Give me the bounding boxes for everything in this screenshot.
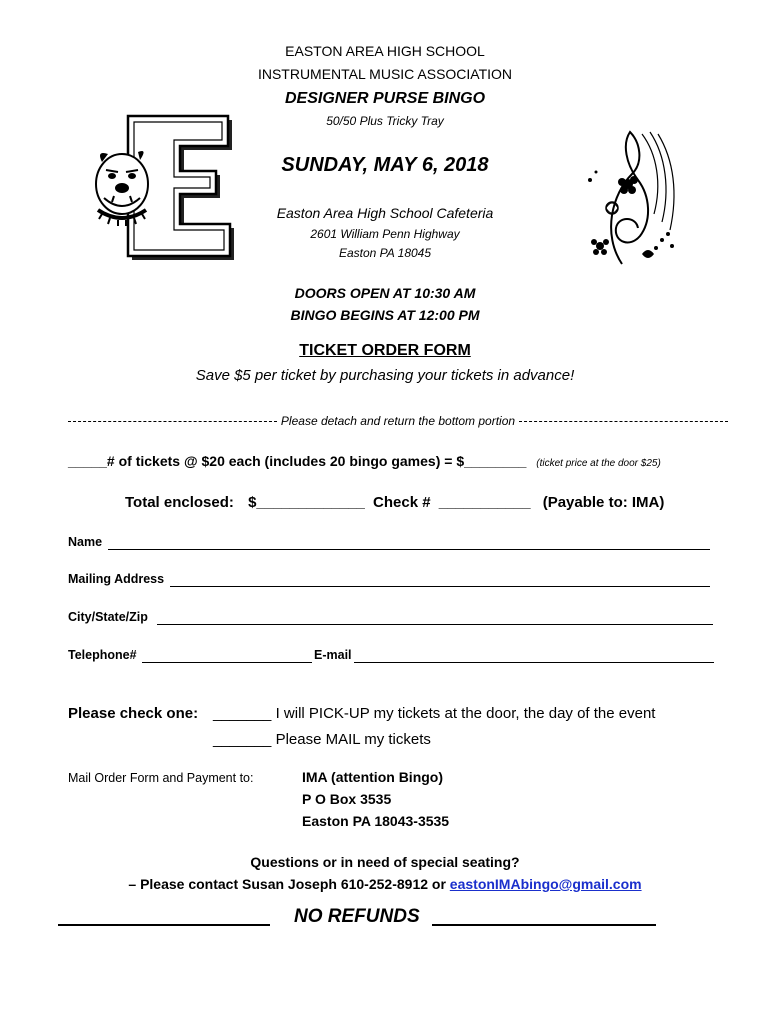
telephone-label: Telephone# [68, 648, 137, 662]
easton-bulldog-logo [88, 106, 238, 266]
event-title: DESIGNER PURSE BINGO [284, 90, 486, 107]
association-name: INSTRUMENTAL MUSIC ASSOCIATION [257, 66, 513, 82]
ticket-quantity-text[interactable]: _____# of tickets @ $20 each (includes 20 bingo games) = $________ [68, 453, 527, 469]
total-enclosed-blank[interactable]: $_____________ [248, 494, 365, 511]
bingo-begins: BINGO BEGINS AT 12:00 PM [290, 307, 480, 323]
music-note-flower-art [582, 124, 682, 269]
total-enclosed-label: Total enclosed: [125, 494, 234, 511]
total-enclosed-line [125, 494, 664, 511]
footer-rule-left [58, 924, 270, 926]
mail-to-line1: IMA (attention Bingo) [302, 769, 444, 785]
contact-question: Questions or in need of special seating? [250, 854, 520, 870]
event-subtitle: 50/50 Plus Tricky Tray [326, 114, 444, 128]
mail-option[interactable]: _______ Please MAIL my tickets [213, 731, 431, 748]
doors-open: DOORS OPEN AT 10:30 AM [294, 285, 476, 301]
mailing-address-field[interactable] [170, 586, 710, 587]
no-refunds-notice: NO REFUNDS [294, 906, 420, 927]
school-name: EASTON AREA HIGH SCHOOL [285, 43, 485, 59]
door-price-note: (ticket price at the door $25) [536, 458, 661, 469]
contact-text: – Please contact Susan Joseph 610-252-8912 or [128, 876, 446, 892]
mail-to-label: Mail Order Form and Payment to: [68, 771, 254, 785]
city-state-zip-field[interactable] [157, 624, 713, 625]
payable-to-note: (Payable to: IMA) [542, 494, 665, 511]
detach-line [68, 413, 728, 429]
advance-savings-note: Save $5 per ticket by purchasing your tickets in advance! [195, 367, 575, 384]
venue-city: Easton PA 18045 [338, 246, 432, 260]
email-label: E-mail [314, 648, 352, 662]
check-number-blank[interactable]: ___________ [438, 494, 531, 511]
detach-instruction: Please detach and return the bottom portion [280, 414, 516, 428]
mail-to-line2: P O Box 3535 [302, 791, 392, 807]
ticket-quantity-line[interactable] [68, 453, 661, 469]
pickup-option[interactable]: _______ I will PICK-UP my tickets at the door, the day of the event [213, 705, 656, 722]
mailing-address-label: Mailing Address [68, 572, 165, 586]
telephone-field[interactable] [142, 662, 312, 663]
contact-email-link[interactable]: eastonIMAbingo@gmail.com [449, 876, 642, 892]
order-form-title: TICKET ORDER FORM [299, 342, 471, 359]
city-state-zip-label: City/State/Zip [68, 610, 148, 624]
venue-name: Easton Area High School Cafeteria [276, 205, 494, 221]
mail-to-line3: Easton PA 18043-3535 [302, 813, 450, 829]
name-field[interactable] [108, 549, 710, 550]
check-one-label: Please check one: [68, 705, 199, 722]
email-field[interactable] [354, 662, 714, 663]
name-label: Name [68, 535, 103, 549]
contact-line [0, 876, 770, 892]
footer-rule-right [432, 924, 656, 926]
venue-street: 2601 William Penn Highway [310, 227, 460, 241]
event-date: SUNDAY, MAY 6, 2018 [281, 154, 489, 176]
check-number-label: Check # [373, 494, 431, 511]
